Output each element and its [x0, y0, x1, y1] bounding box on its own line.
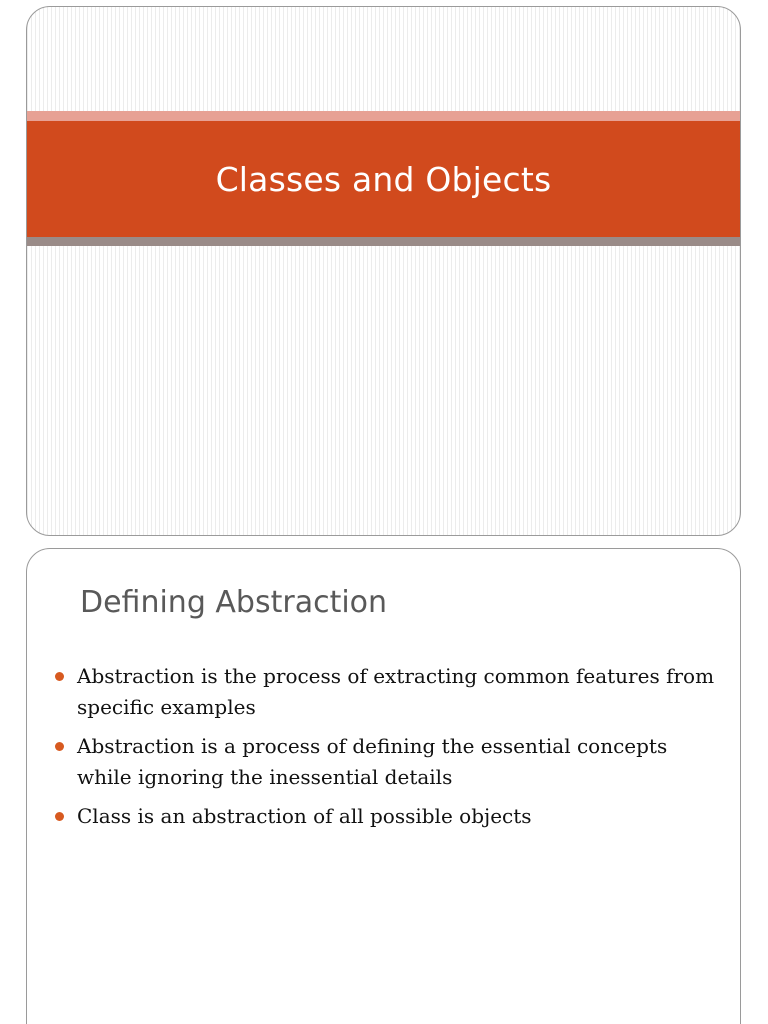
title-band-accent-bottom	[27, 237, 740, 246]
slide-title: Classes and Objects	[215, 159, 552, 199]
bullet-text: Abstraction is the process of extracting common features from specific examples	[77, 664, 715, 719]
title-band	[27, 121, 740, 237]
bullet-item	[55, 661, 715, 723]
bullet-dot-icon	[55, 672, 64, 681]
bullet-text: Class is an abstraction of all possible objects	[77, 804, 532, 828]
bullet-dot-icon	[55, 742, 64, 751]
bullet-list	[55, 661, 715, 840]
bullet-text: Abstraction is a process of defining the essential concepts while ignoring the inessential details	[77, 734, 668, 789]
slide-heading: Defining Abstraction	[80, 585, 388, 620]
content-slide	[26, 548, 741, 1024]
bullet-dot-icon	[55, 812, 64, 821]
title-band-accent-top	[27, 111, 740, 121]
bullet-item	[55, 801, 715, 832]
title-slide	[26, 6, 741, 536]
bullet-item	[55, 731, 715, 793]
